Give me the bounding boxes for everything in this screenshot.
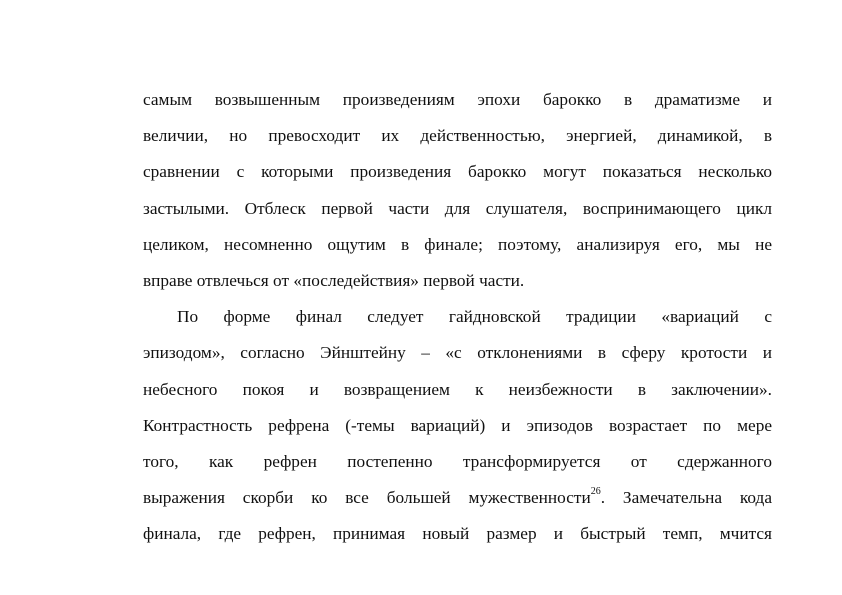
text-line: застылыми. Отблеск первой части для слушателя, воспринимающего цикл	[143, 198, 772, 218]
text-line: вправе отвлечься от «последействия» первой части.	[143, 270, 525, 290]
text-line: сравнении с которыми произведения барокко могут показаться несколько	[143, 162, 772, 182]
line-text-tail: . Замечательна кода	[600, 488, 772, 508]
footnote-ref[interactable]: 26	[590, 486, 601, 498]
text-line: финала, где рефрен, принимая новый размер и быстрый темп, мчится	[143, 524, 772, 544]
text-line: эпизодом», согласно Эйнштейну – «с отклонениями в сферу кротости и	[143, 343, 772, 363]
text-line: По форме финал следует гайдновской традиции «вариаций с	[177, 307, 772, 327]
text-line-with-footnote	[143, 483, 772, 519]
paragraph-2	[143, 302, 772, 555]
text-line: величии, но превосходит их действенностью, энергией, динамикой, в	[143, 126, 772, 146]
line-text: выражения скорби ко все большей мужественности	[143, 488, 591, 508]
text-line: целиком, несомненно ощутим в финале; поэтому, анализируя его, мы не	[143, 234, 772, 254]
body-text	[143, 85, 772, 555]
paragraph-1	[143, 85, 772, 302]
text-line: того, как рефрен постепенно трансформируется от сдержанного	[143, 451, 772, 471]
text-line: самым возвышенным произведениям эпохи барокко в драматизме и	[143, 90, 772, 109]
text-line: небесного покоя и возвращением к неизбежности в заключении».	[143, 379, 772, 399]
text-line: Контрастность рефрена (-темы вариаций) и эпизодов возрастает по мере	[143, 415, 772, 435]
